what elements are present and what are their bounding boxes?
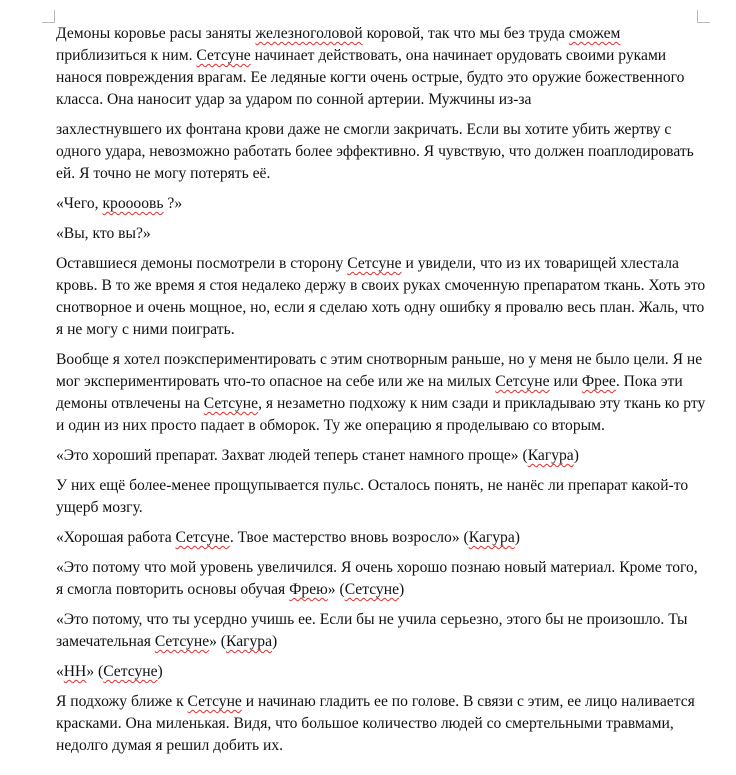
text-run: захлестнувшего их фонтана крови даже не смогли закричать. Если вы хотите убить жертву с одного удара, невозможно работать более эффективно. Я чувствую, что должен поаплодировать ей. Я точно не могу потерять её. xyxy=(56,121,694,182)
paragraph xyxy=(56,223,706,245)
text-run: «Это потому, что ты усердно учишь ее. Если бы не учила серьезно, этого бы не произошло. Ты замечательная xyxy=(56,611,688,650)
paragraph xyxy=(56,475,706,519)
paragraph xyxy=(56,609,706,653)
spellcheck-flagged-word: Кагура xyxy=(468,529,515,546)
spellcheck-flagged-word: Кагура xyxy=(226,633,273,650)
text-run: приблизиться к ним. xyxy=(56,47,197,64)
spellcheck-flagged-word: Сетсуне xyxy=(154,633,210,650)
text-run: и увидели, что из их товарищей хлестала кровь. В то же время я стоя недалеко держу в своих руках смоченную препаратом ткань. Хоть это снотворное и очень мощное, но, если я сделаю хоть одну ошибку я провалю весь план. Жаль, что я не могу с ними поиграть. xyxy=(56,255,706,338)
text-run: ?» xyxy=(163,195,183,212)
paragraph xyxy=(56,557,706,601)
paragraph xyxy=(56,119,706,185)
spellcheck-flagged-word: Сетсуне xyxy=(196,47,251,64)
paragraph xyxy=(56,349,706,437)
text-run: «Вы, кто вы?» xyxy=(56,225,151,242)
spellcheck-flagged-word: Фрею xyxy=(289,581,328,598)
text-run: » ( xyxy=(209,633,226,650)
paragraph xyxy=(56,445,706,467)
spellcheck-flagged-word: Сетсуне xyxy=(495,373,550,390)
text-run: ) xyxy=(573,447,579,464)
text-run: « xyxy=(56,663,64,680)
paragraph xyxy=(56,193,706,215)
spellcheck-flagged-word: Сетсуне xyxy=(175,529,230,546)
text-run: начинает действовать, она начинает орудовать своими руками нанося повреждения врагам. Ее ледяные когти очень острые, будто это оружие божественного класса. Она наносит удар за ударом по сонной артерии. Мужчины из-за xyxy=(56,47,685,108)
document-text[interactable] xyxy=(56,23,706,765)
text-run: , я незаметно подхожу к ним сзади и прикладываю эту ткань ко рту и один из них просто падает в обморок. Ту же операцию я проделываю со вторым. xyxy=(56,395,706,434)
text-run: «Это потому что мой уровень увеличился. Я очень хорошо познаю новый материал. Кроме того, я смогла повторить основы обучая xyxy=(56,559,698,598)
spellcheck-flagged-word: Фрее xyxy=(581,373,616,390)
text-run: У них ещё более-менее прощупывается пульс. Осталось понять, не нанёс ли препарат какой-то ущерб мозгу. xyxy=(56,477,689,516)
text-run: Демоны коровье расы заняты xyxy=(56,25,256,42)
text-run: » ( xyxy=(327,581,345,598)
spellcheck-flagged-word: железноголовой xyxy=(255,25,363,42)
page-corner-mark-top-left xyxy=(42,10,55,23)
spellcheck-flagged-word: сможем xyxy=(568,25,621,42)
text-run: или xyxy=(549,373,582,390)
paragraph xyxy=(56,253,706,341)
text-run: «Чего, xyxy=(56,195,103,212)
spellcheck-flagged-word: Кагура xyxy=(527,447,574,464)
text-run: «Хорошая работа xyxy=(56,529,176,546)
text-run: » ( xyxy=(86,663,104,680)
spellcheck-flagged-word: Сетсуне xyxy=(187,693,242,710)
text-run: Я подхожу ближе к xyxy=(56,693,188,710)
spellcheck-flagged-word: НН xyxy=(63,663,87,680)
text-run: . Пока эти демоны отвлечены на xyxy=(56,373,683,412)
text-run: Вообще я хотел поэкспериментировать с этим снотворным раньше, но у меня не было цели. Я не мог экспериментировать что-то опасное на себе или же на милых xyxy=(56,351,703,390)
text-run: коровой, так что мы без труда xyxy=(362,25,569,42)
text-run: ) xyxy=(272,633,278,650)
spellcheck-flagged-word: Сетсуне xyxy=(347,255,402,272)
text-run: ) xyxy=(157,663,163,680)
spellcheck-flagged-word: кроооовь xyxy=(102,195,164,212)
paragraph xyxy=(56,527,706,549)
text-run: ) xyxy=(514,529,520,546)
spellcheck-flagged-word: Сетсуне xyxy=(203,395,259,412)
paragraph xyxy=(56,661,706,683)
page-corner-mark-top-right xyxy=(697,10,710,23)
paragraph xyxy=(56,691,706,757)
text-run: ) xyxy=(398,581,405,598)
text-run: . Твое мастерство вновь возросло» ( xyxy=(229,529,469,546)
text-run: Оставшиеся демоны посмотрели в сторону xyxy=(56,255,348,272)
text-run: «Это хороший препарат. Захват людей теперь станет намного проще» ( xyxy=(56,447,528,464)
spellcheck-flagged-word: Сетсуне xyxy=(344,581,399,598)
paragraph xyxy=(56,23,706,111)
text-run: и начинаю гладить ее по голове. В связи с этим, ее лицо наливается красками. Она миленькая. Видя, что большое количество людей со смертельными травмами, недолго думая я решил добить их. xyxy=(56,693,695,754)
spellcheck-flagged-word: Сетсуне xyxy=(103,663,158,680)
